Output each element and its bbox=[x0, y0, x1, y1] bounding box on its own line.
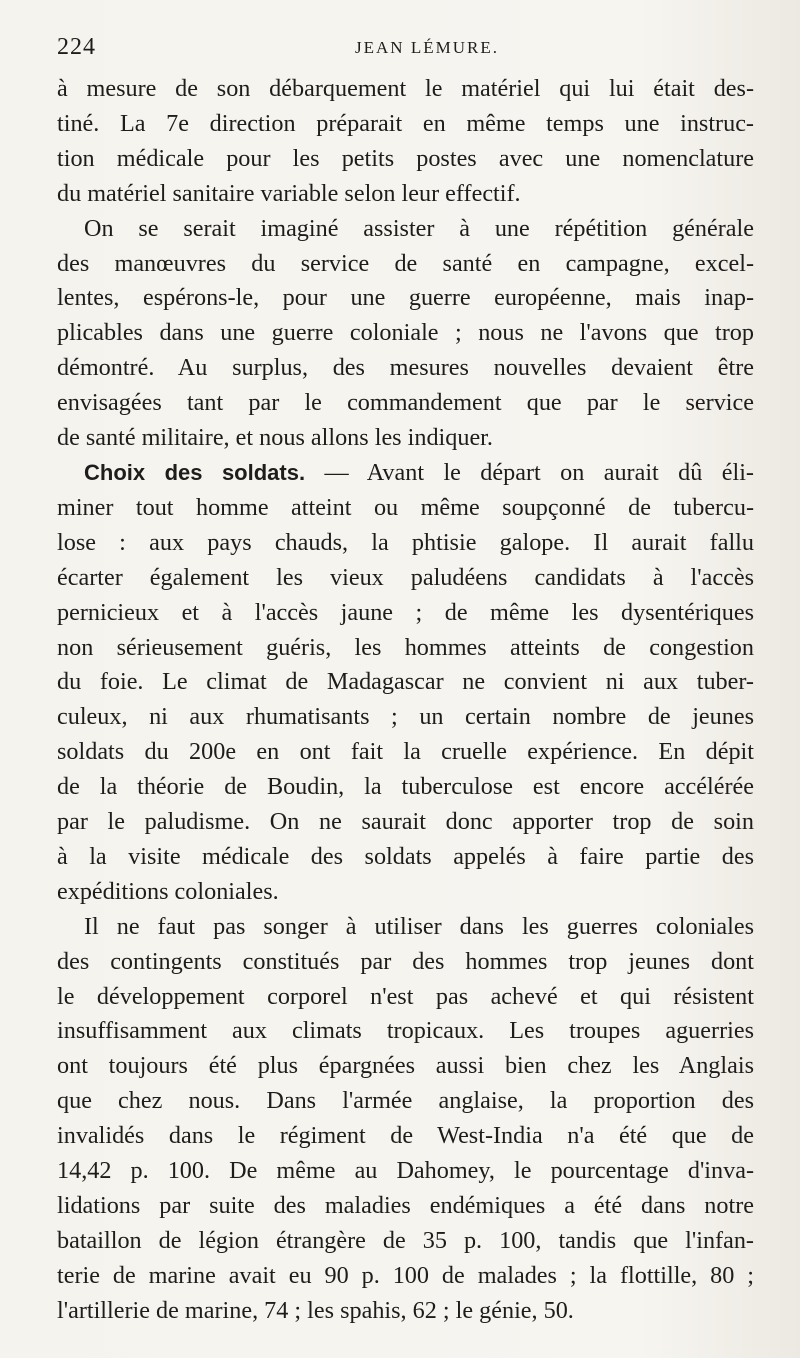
page-header bbox=[57, 34, 757, 64]
text-line bbox=[57, 770, 754, 805]
line-text: terie de marine avait eu 90 p. 100 de malades ; la flottille, 80 ; bbox=[57, 1261, 754, 1289]
text-line bbox=[57, 735, 754, 770]
text-line bbox=[57, 1014, 754, 1049]
line-text: miner tout homme atteint ou même soupçonné de tubercu- bbox=[57, 493, 754, 521]
text-line bbox=[57, 421, 754, 456]
line-text: écarter également les vieux paludéens candidats à l'accès bbox=[57, 563, 754, 591]
text-line bbox=[57, 107, 754, 142]
text-line bbox=[57, 631, 754, 666]
text-line bbox=[57, 212, 754, 247]
line-text: démontré. Au surplus, des mesures nouvelles devaient être bbox=[57, 354, 754, 382]
line-text: de santé militaire, et nous allons les indiquer. bbox=[57, 424, 493, 452]
line-text: On se serait imaginé assister à une répétition générale bbox=[84, 214, 754, 242]
line-text: lidations par suite des maladies endémiques a été dans notre bbox=[57, 1192, 754, 1219]
line-text: envisagées tant par le commandement que par le service bbox=[57, 389, 754, 417]
text-line bbox=[57, 561, 754, 596]
text-line bbox=[57, 1154, 754, 1189]
line-text: bataillon de légion étrangère de 35 p. 100, tandis que l'infan- bbox=[57, 1226, 754, 1254]
text-line bbox=[57, 700, 754, 735]
line-text: non sérieusement guéris, les hommes atteints de congestion bbox=[57, 633, 754, 661]
text-line bbox=[57, 980, 754, 1015]
line-text: du foie. Le climat de Madagascar ne convient ni aux tuber- bbox=[57, 668, 754, 696]
text-line bbox=[57, 1084, 754, 1119]
text-line bbox=[57, 840, 754, 875]
section-heading: Choix des soldats. bbox=[84, 459, 306, 485]
text-line bbox=[57, 1294, 754, 1329]
text-line bbox=[57, 491, 754, 526]
line-text: insuffisamment aux climats tropicaux. Les troupes aguerries bbox=[57, 1017, 754, 1045]
text-line bbox=[57, 665, 754, 700]
line-text: pernicieux et à l'accès jaune ; de même les dysentériques bbox=[57, 598, 754, 626]
paragraph bbox=[57, 212, 754, 456]
line-text: du matériel sanitaire variable selon leur effectif. bbox=[57, 179, 521, 207]
text-line bbox=[57, 142, 754, 177]
line-text: expéditions coloniales. bbox=[57, 877, 279, 905]
text-line bbox=[57, 945, 754, 980]
text-line bbox=[57, 1049, 754, 1084]
paragraph bbox=[57, 910, 754, 1329]
text-line bbox=[57, 316, 754, 351]
line-text: que chez nous. Dans l'armée anglaise, la proportion des bbox=[57, 1087, 754, 1115]
line-text: tiné. La 7e direction préparait en même temps une instruc- bbox=[57, 109, 754, 137]
body-text bbox=[57, 72, 754, 1329]
line-text: lentes, espérons-le, pour une guerre européenne, mais inap- bbox=[57, 284, 754, 312]
line-text: culeux, ni aux rhumatisants ; un certain nombre de jeunes bbox=[57, 703, 754, 731]
line-text: soldats du 200e en ont fait la cruelle expérience. En dépit bbox=[57, 738, 754, 766]
line-text: à la visite médicale des soldats appelés à faire partie des bbox=[57, 842, 754, 870]
text-line bbox=[57, 72, 754, 107]
text-line bbox=[57, 1224, 754, 1259]
line-text: plicables dans une guerre coloniale ; nous ne l'avons que trop bbox=[57, 319, 754, 347]
text-line bbox=[57, 386, 754, 421]
text-line bbox=[57, 910, 754, 945]
line-text: ont toujours été plus épargnées aussi bien chez les Anglais bbox=[57, 1052, 754, 1080]
text-line bbox=[57, 247, 754, 282]
text-line bbox=[57, 526, 754, 561]
text-line bbox=[57, 1259, 754, 1294]
page-number: 224 bbox=[57, 34, 96, 60]
text-line bbox=[57, 805, 754, 840]
line-text: tion médicale pour les petits postes avec une nomenclature bbox=[57, 144, 754, 172]
line-text: des contingents constitués par des hommes trop jeunes dont bbox=[57, 947, 754, 975]
line-text: le développement corporel n'est pas achevé et qui résistent bbox=[57, 982, 754, 1010]
running-title: JEAN LÉMURE. bbox=[355, 38, 499, 57]
text-line bbox=[57, 177, 754, 212]
line-text: Il ne faut pas songer à utiliser dans les guerres coloniales bbox=[84, 912, 754, 940]
line-text: par le paludisme. On ne saurait donc apporter trop de soin bbox=[57, 808, 754, 836]
paragraph bbox=[57, 456, 754, 910]
text-line bbox=[57, 456, 754, 491]
text-line bbox=[57, 596, 754, 631]
line-text: l'artillerie de marine, 74 ; les spahis, 62 ; le génie, 50. bbox=[57, 1296, 574, 1324]
line-text: à mesure de son débarquement le matériel qui lui était des- bbox=[57, 75, 754, 102]
line-text: 14,42 p. 100. De même au Dahomey, le pourcentage d'inva- bbox=[57, 1157, 754, 1185]
line-text: invalidés dans le régiment de West-India n'a été que de bbox=[57, 1122, 754, 1150]
line-text: des manœuvres du service de santé en campagne, excel- bbox=[57, 249, 754, 277]
text-line bbox=[57, 351, 754, 386]
text-line bbox=[57, 875, 754, 910]
text-line bbox=[57, 1189, 754, 1224]
text-line bbox=[57, 281, 754, 316]
line-text: — Avant le départ on aurait dû éli- bbox=[305, 458, 754, 486]
line-text: lose : aux pays chauds, la phtisie galope. Il aurait fallu bbox=[57, 528, 754, 556]
line-text: de la théorie de Boudin, la tuberculose est encore accélérée bbox=[57, 773, 754, 801]
text-line bbox=[57, 1119, 754, 1154]
paragraph bbox=[57, 72, 754, 212]
